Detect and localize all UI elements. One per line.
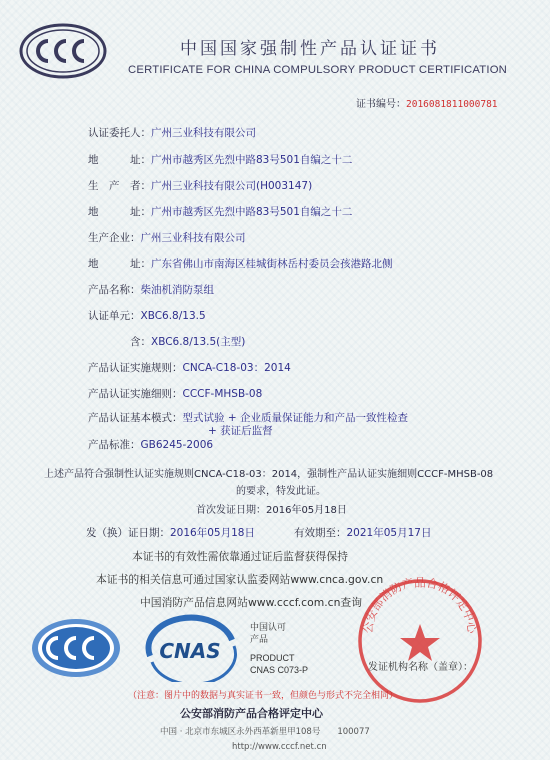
field-value: + 获证后监督 xyxy=(208,425,273,437)
field-value: 柴油机消防泵组 xyxy=(140,284,214,296)
disclaimer-text: （注意：图片中的数据与真实证书一致，但颜色与形式不完全相同） xyxy=(128,691,399,701)
issue-date xyxy=(86,525,255,540)
expiry-date xyxy=(294,525,431,540)
first-issue-label: 首次发证日期： xyxy=(196,505,266,516)
field-value: 广州市越秀区先烈中路83号501自编之十二 xyxy=(151,206,353,218)
certificate-number xyxy=(356,95,498,110)
field-label: 认证单元： xyxy=(88,310,141,322)
accreditation-chinese xyxy=(250,622,320,646)
field-label: 含： xyxy=(88,336,151,348)
title-chinese: 中国国家强制性产品认证证书 xyxy=(180,39,440,59)
field-row-product-name xyxy=(88,282,214,297)
field-label: 产品标准： xyxy=(88,439,141,451)
accreditation-cn-line-2: 产品 xyxy=(250,635,269,645)
field-value: CNCA-C18-03：2014 xyxy=(182,362,291,374)
official-seal-icon xyxy=(355,576,485,706)
field-row-factory xyxy=(88,230,246,245)
field-row-implementation-detail xyxy=(88,386,262,401)
statement-line-2: 的要求，特发此证。 xyxy=(236,486,326,497)
field-value: GB6245-2006 xyxy=(140,439,214,451)
field-label: 生 产 者： xyxy=(88,180,151,192)
notice-cccf: 中国消防产品信息网站www.cccf.com.cn查询 xyxy=(140,596,363,609)
field-label: 地 址： xyxy=(88,154,151,166)
field-label: 产品认证实施细则： xyxy=(88,388,183,400)
field-row-unit xyxy=(88,308,206,323)
certificate-number-value: 2016081811000781 xyxy=(406,99,498,110)
organization-address: 中国 · 北京市东城区永外西革新里甲108号 100077 xyxy=(160,727,370,737)
field-value: 广州三业科技有限公司(H003147) xyxy=(151,180,313,192)
field-row-manufacturer xyxy=(88,178,312,193)
title-english: CERTIFICATE FOR CHINA COMPULSORY PRODUCT CERTIFICATION xyxy=(128,64,508,76)
field-label: 地 址： xyxy=(88,258,151,270)
field-value: 型式试验 + 企业质量保证能力和产品一致性检查 xyxy=(182,412,408,424)
accreditation-english xyxy=(250,652,308,676)
issuing-organization: 公安部消防产品合格评定中心 xyxy=(180,707,323,720)
field-value: 广东省佛山市南海区桂城街林岳村委员会孩港路北侧 xyxy=(151,258,393,270)
field-row-applicant xyxy=(88,125,256,140)
expiry-value: 2021年05月17日 xyxy=(346,527,432,539)
field-label: 产品认证实施规则： xyxy=(88,362,183,374)
field-value: 广州市越秀区先烈中路83号501自编之十二 xyxy=(151,154,353,166)
field-value: XBC6.8/13.5 xyxy=(140,310,206,322)
field-value: 广州三业科技有限公司 xyxy=(151,127,256,139)
seal-text: 公安部消防产品合格评定中心 xyxy=(360,576,480,635)
field-row-includes xyxy=(88,334,245,349)
certificate-number-label: 证书编号： xyxy=(356,99,406,110)
cnas-logo-icon xyxy=(140,614,240,682)
cnas-logo-text: CNAS xyxy=(159,639,221,663)
field-value: 广州三业科技有限公司 xyxy=(140,232,246,244)
organization-website: http://www.cccf.net.cn xyxy=(232,742,327,752)
notice-validity: 本证书的有效性需依靠通过证后监督获得保持 xyxy=(132,550,348,563)
field-label: 认证委托人： xyxy=(88,127,151,139)
field-value: XBC6.8/13.5(主型) xyxy=(151,336,246,348)
statement-line-1: 上述产品符合强制性认证实施规则CNCA-C18-03：2014，强制性产品认证实施细则CCCF-MHSB-08 xyxy=(44,469,494,480)
field-row-manufacturer-address xyxy=(88,204,352,219)
expiry-label: 有效期至： xyxy=(294,527,347,539)
first-issue-date xyxy=(196,501,347,516)
ccc-logo-icon xyxy=(18,22,108,80)
field-row-applicant-address xyxy=(88,152,352,167)
accreditation-cn-line-1: 中国认可 xyxy=(250,623,287,633)
notice-cnca: 本证书的相关信息可通过国家认监委网站www.cnca.gov.cn xyxy=(96,573,384,586)
field-label: 生产企业： xyxy=(88,232,141,244)
field-row-implementation-rule xyxy=(88,360,291,375)
field-label: 地 址： xyxy=(88,206,151,218)
field-row-factory-address xyxy=(88,256,393,271)
first-issue-value: 2016年05月18日 xyxy=(266,505,347,516)
field-row-certification-mode-cont xyxy=(208,423,273,438)
issue-label: 发（换）证日期： xyxy=(86,527,170,539)
issue-value: 2016年05月18日 xyxy=(170,527,255,539)
field-value: CCCF-MHSB-08 xyxy=(182,388,263,400)
field-label: 产品名称： xyxy=(88,284,141,296)
field-label: 产品认证基本模式： xyxy=(88,412,183,424)
accreditation-en-line-1: PRODUCT xyxy=(250,653,295,663)
issuer-signature-label: 发证机构名称（盖章）： xyxy=(368,662,473,673)
ccc-mark-icon xyxy=(28,616,124,680)
field-row-product-standard xyxy=(88,437,213,452)
accreditation-en-line-2: CNAS C073-P xyxy=(250,665,309,675)
